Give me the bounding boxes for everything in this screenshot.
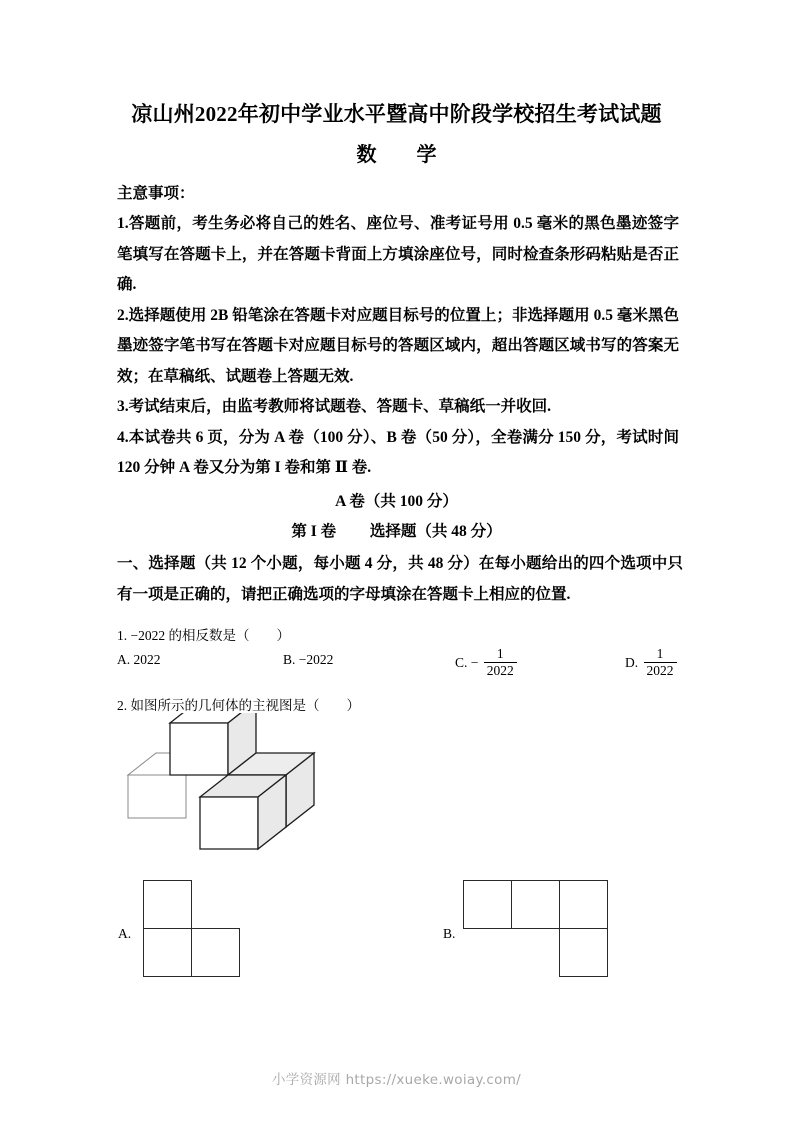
negative-sign: − — [470, 654, 479, 670]
watermark: 小学资源网 https://xueke.woiay.com/ — [271, 1072, 522, 1088]
fraction-denominator: 2022 — [486, 663, 514, 679]
question-2-option-b-label[interactable]: B. — [443, 926, 456, 941]
question-2-stem — [117, 694, 360, 714]
question-1-stem — [117, 624, 290, 644]
grid-cell — [559, 928, 608, 977]
option-value: 2022 — [133, 652, 161, 667]
option-key: A. — [117, 652, 131, 667]
question-1-number: 1. — [117, 628, 128, 643]
note-item-2: 2.选择题使用 2B 铅笔涂在答题卡对应题目标号的位置上；非选择题用 0.5 毫米黑色墨迹签字笔书写在答题卡对应题目标号的答题区域内，超出答题区域书写的答案无效；在草稿纸、试题卷上答题无效. — [117, 306, 679, 385]
grid-cell — [191, 928, 240, 977]
section-paper-a: A 卷（共 100 分） — [335, 493, 458, 510]
question-2-option-a-label[interactable]: A. — [118, 926, 132, 941]
fraction — [644, 647, 677, 678]
geometric-solid-figure — [118, 713, 408, 868]
question-2-text: 如图所示的几何体的主视图是（ ） — [130, 698, 360, 713]
solid-svg — [118, 713, 408, 863]
choice-section-intro: 一、选择题（共 12 个小题，每小题 4 分，共 48 分）在每小题给出的四个选项中只有一项是正确的，请把正确选项的字母填涂在答题卡上相应的位置. — [117, 555, 683, 603]
option-key: C. — [455, 654, 468, 670]
grid-cell — [511, 880, 560, 929]
notes-heading: 主意事项： — [117, 185, 195, 202]
part-one-label: 第 I 卷 — [291, 523, 337, 540]
question-1-option-b[interactable] — [283, 652, 333, 668]
section-part-one — [0, 519, 793, 541]
fraction-denominator: 2022 — [646, 663, 674, 679]
option-key: B. — [283, 652, 296, 667]
question-1-option-c[interactable] — [455, 648, 517, 679]
option-value: −2022 — [298, 652, 334, 667]
option-key: D. — [625, 654, 639, 670]
grid-cell — [463, 880, 512, 929]
grid-cell — [559, 880, 608, 929]
fraction-numerator: 1 — [496, 646, 504, 661]
fraction — [484, 647, 517, 678]
question-1-text: −2022 的相反数是（ ） — [130, 628, 290, 643]
page-title: 凉山州2022年初中学业水平暨高中阶段学校招生考试试题 — [131, 102, 662, 126]
note-item-3: 3.考试结束后，由监考教师将试题卷、答题卡、草稿纸一并收回. — [117, 398, 552, 415]
part-one-title: 选择题（共 48 分） — [369, 523, 502, 540]
exam-notes — [117, 180, 679, 484]
question-1-option-a[interactable] — [117, 652, 161, 668]
grid-cell — [143, 928, 192, 977]
note-item-4: 4.本试卷共 6 页，分为 A 卷（100 分）、B 卷（50 分），全卷满分 150 分，考试时间 120 分钟 A 卷又分为第 I 卷和第 Ⅱ 卷. — [117, 428, 679, 476]
subject-title: 数 学 — [356, 144, 447, 166]
fraction-numerator: 1 — [656, 646, 664, 661]
grid-cell — [143, 880, 192, 929]
note-item-1: 1.答题前，考生务必将自己的姓名、座位号、准考证号用 0.5 毫米的黑色墨迹签字笔填写在答题卡上，并在答题卡背面上方填涂座位号，同时检查条形码粘贴是否正确. — [117, 215, 679, 293]
question-1-option-d[interactable] — [625, 648, 677, 679]
question-2-number: 2. — [117, 698, 128, 713]
